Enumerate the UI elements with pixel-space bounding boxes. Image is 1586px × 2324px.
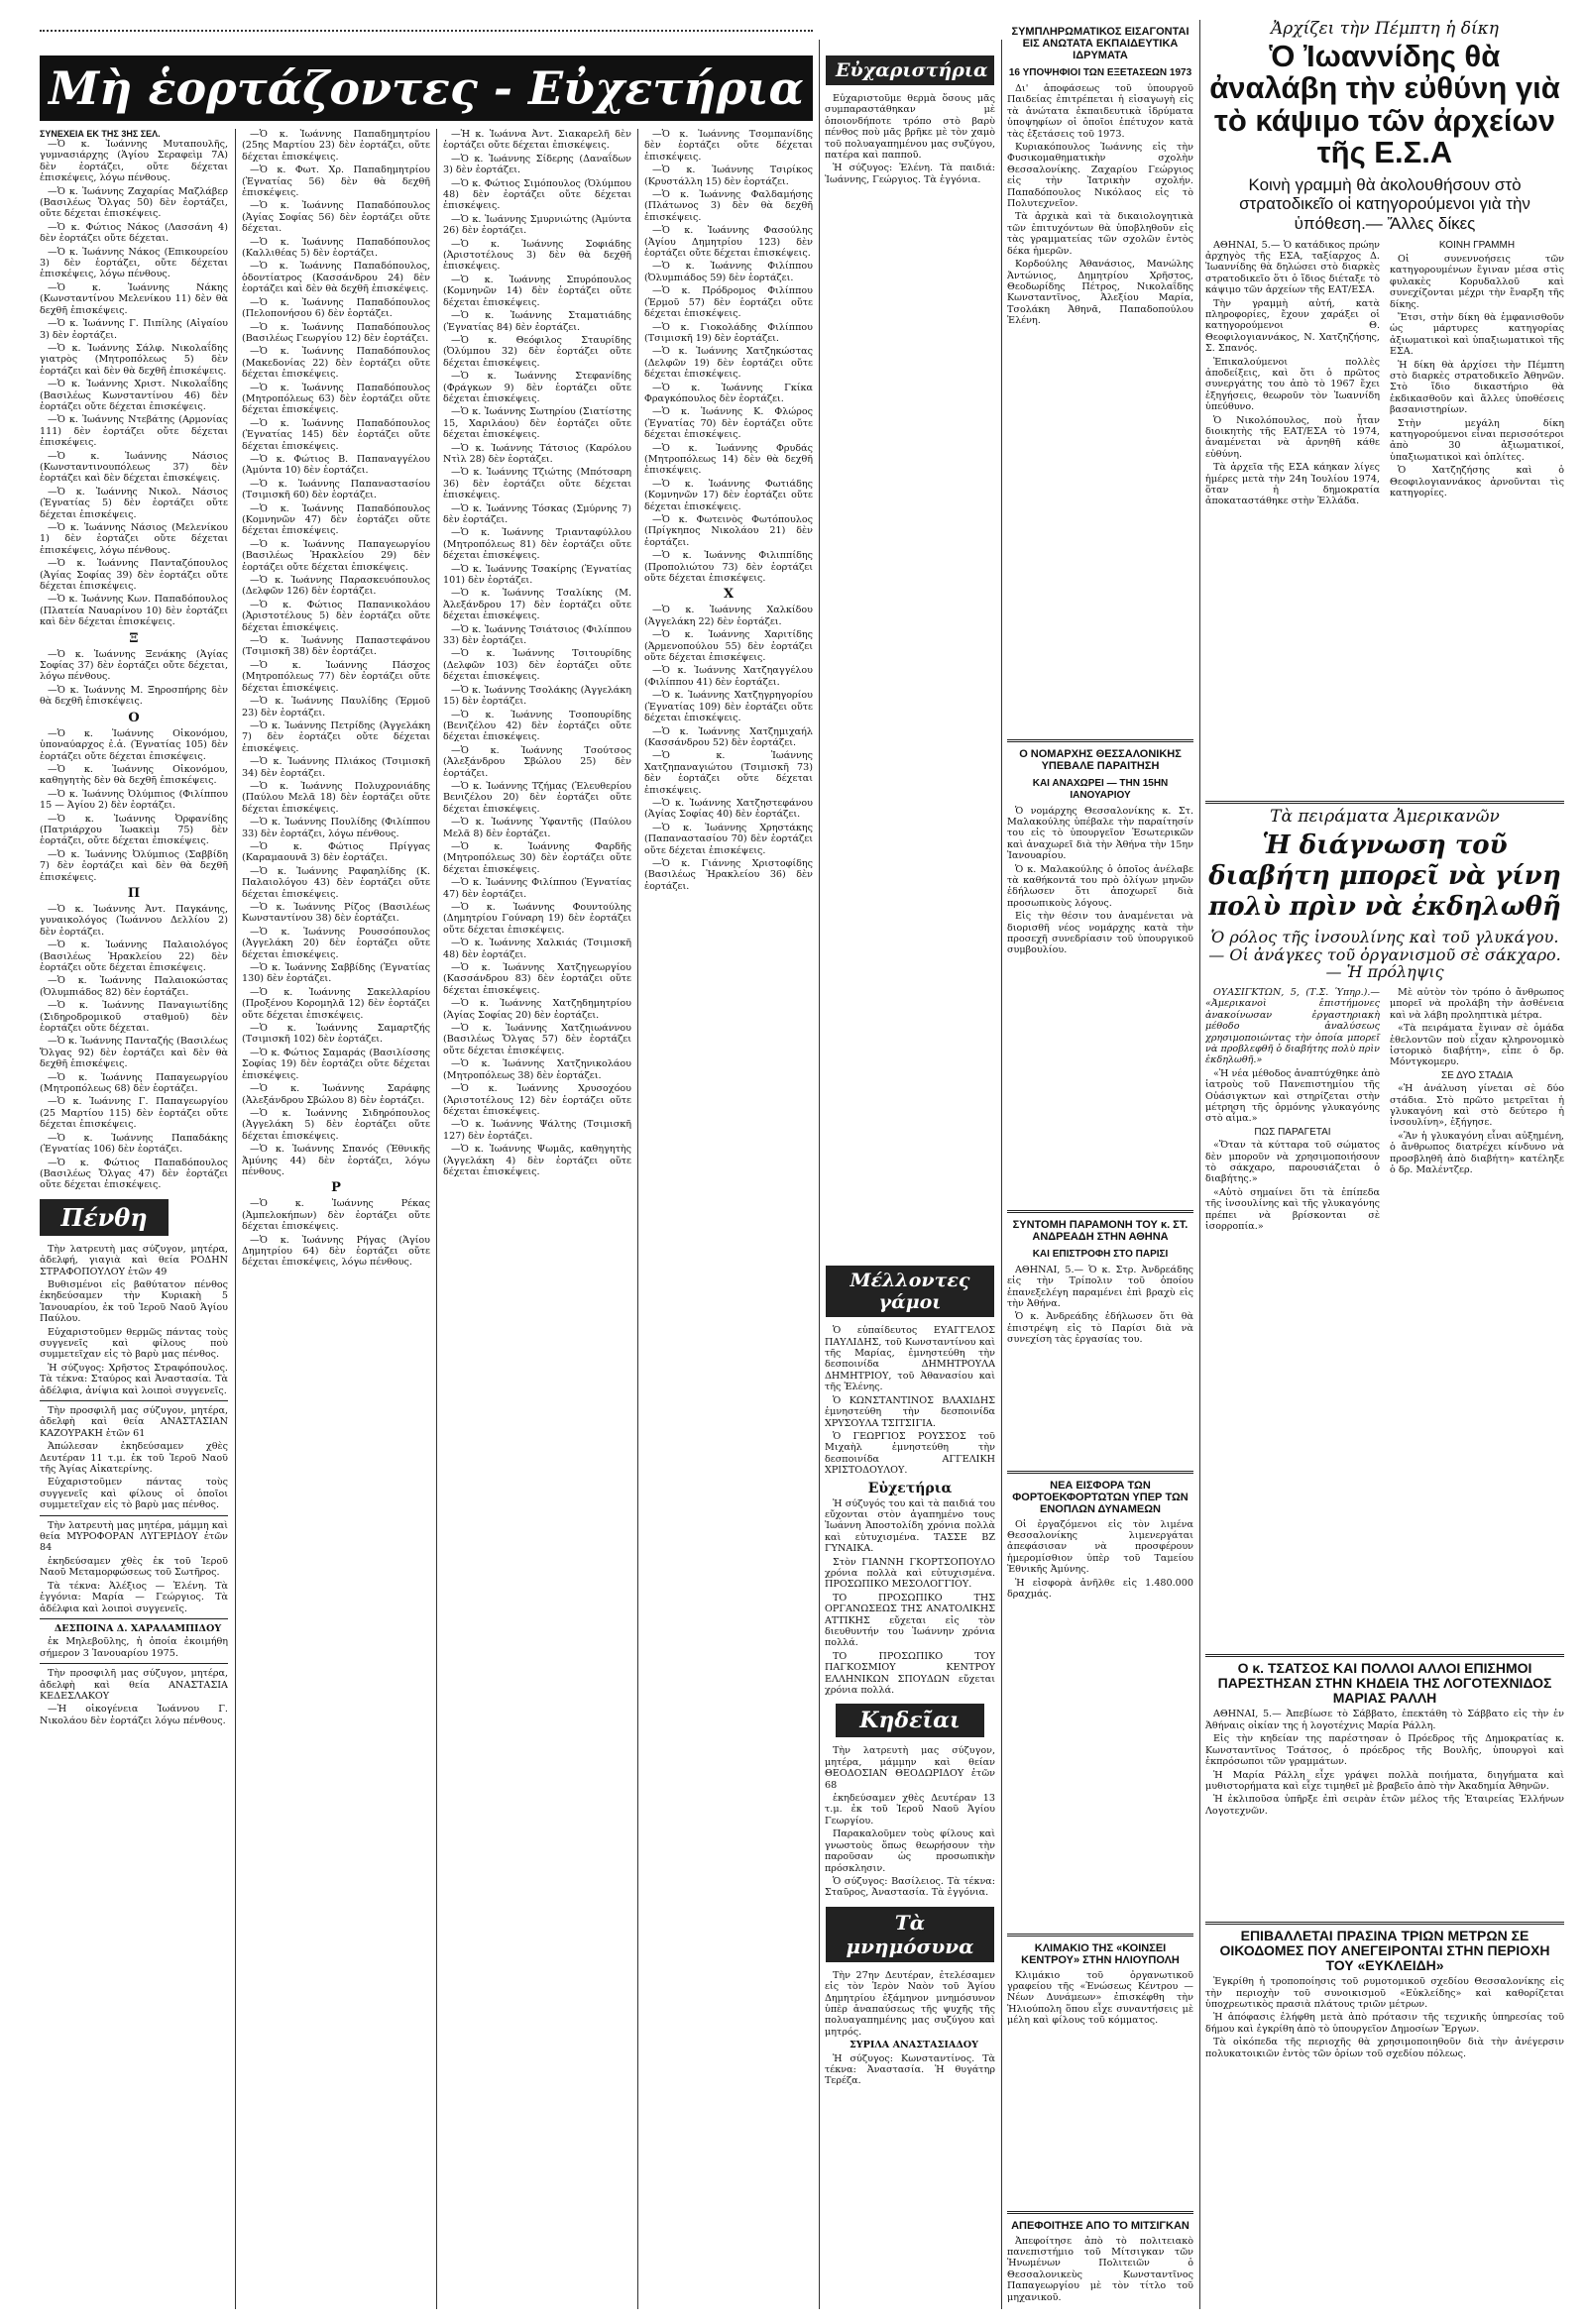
col1d-p4: —Ὁ κ. Ἰωάννης Πανταζής (Βασιλέως Ὄλγας 92) δὲν ἑορτάζει καὶ δὲν θὰ δεχθῆ ἐπισκέψεις. <box>40 1036 228 1070</box>
col3-p31: —Ὁ κ. Ἰωάννης Χρυσοχόου (Ἀριστοτέλους 12) δὲν ἑορτάζει οὔτε δέχεται ἐπισκέψεις. <box>443 1083 631 1117</box>
euch-p1: Ἡ σύζυγος: Ἑλένη. Τὰ παιδιά: Ἰωάννης, Γεώργιος. Τὰ ἐγγόνια. <box>825 163 995 185</box>
col3-p33: —Ὁ κ. Ἰωάννης Ψωμᾶς, καθηγητὴς (Ἀγγελάκη 4) δὲν ἑορτάζει οὔτε δέχεται ἐπισκέψεις. <box>443 1144 631 1177</box>
mnem-p1: ΣΥΡΙΛΑ ΑΝΑΣΤΑΣΙΑΔΟΥ <box>850 2040 978 2051</box>
db-l-p2: ΠΩΣ ΠΑΡΑΓΕΤΑΙ <box>1254 1126 1331 1138</box>
col3-p3: —Ὁ κ. Ἰωάννης Σμυρνιώτης (Ἀμύντα 26) δὲν ἑορτάζει. <box>443 213 631 237</box>
col2-p27: —Ὁ κ. Ἰωάννης Σαββίδης (Ἐγνατίας 130) δὲν ἑορτάζει. <box>242 962 430 985</box>
eucheteria-header: Εὐχαριστήρια <box>826 55 994 85</box>
col3-p24: —Ὁ κ. Ἰωάννης Φιλίππου (Ἐγνατίας 47) δὲν ἑορτάζει. <box>443 877 631 900</box>
col1c-p1: —Ὁ κ. Ἰωάννης Οἰκονόμου, καθηγητὴς δὲν θὰ δεχθῆ ἐπισκέψεις. <box>40 763 228 787</box>
head2-sub: ΚΑΙ ΑΝΑΧΩΡΕΙ — ΤΗΝ 15ΗΝ ΙΑΝΟΥΑΡΙΟΥ <box>1032 777 1169 801</box>
ra-p0: ΑΘΗΝΑΙ, 5.— Ἀπεβίωσε τὸ Σάββατο, ἐπεκτάθη τὸ Σάββατο εἰς τὴν ἐν Ἀθήναις οἰκίαν της ἡ λογοτέχνις Μαρία Ράλλη. <box>1205 1709 1564 1731</box>
col6-text4 <box>1007 1519 1193 1601</box>
c6t4-p0: Οἱ ἐργαζόμενοι εἰς τὸν λιμένα Θεσσαλονίκης λιμενεργάται ἀπεφάσισαν νὰ προσφέρουν ἡμερομίσθιον ὑπὲρ τοῦ Ταμείου Ἐθνικῆς Ἀμύνης. <box>1007 1518 1193 1576</box>
head5: ΚΛΙΜΑΚΙΟ ΤΗΣ «ΚΟΙΝΣΕΙ ΚΕΝΤΡΟΥ» ΣΤΗΝ ΗΛΙΟΥΠΟΛΗ <box>1021 1941 1180 1966</box>
head3-sub: ΚΑΙ ΕΠΙΣΤΡΟΦΗ ΣΤΟ ΠΑΡΙΣΙ <box>1032 1248 1169 1260</box>
col4b-p0: —Ὁ κ. Ἰωάννης Χαλκίδου (Ἀγγελάκη 22) δὲν ἑορτάζει. <box>644 605 813 627</box>
col3-p21: —Ὁ κ. Ἰωάννης Τζήμας (Ἐλευθερίου Βενιζέλου 20) δὲν ἑορτάζει οὔτε δέχεται ἐπισκέψεις. <box>443 780 631 815</box>
col1-p5: —Ὁ κ. Ἰωάννης Γ. Πιπίλης (Αἰγαίου 3) δὲν ἑορτάζει. <box>40 318 228 341</box>
kicker-diabetes: Τὰ πειράματα Ἀμερικανῶν <box>1270 806 1500 827</box>
col3-p2: —Ὁ κ. Φώτιος Σιμόπουλος (Ὀλύμπου 48) δὲν ἑορτάζει οὔτε δέχεται ἐπισκέψεις. <box>443 177 631 212</box>
headline-ioannidis: Ὁ Ἰωαννίδης θὰ ἀναλάβη τὴν εὐθύνη γιὰ τὸ κάψιμο τῶν ἀρχείων τῆς Ε.Σ.Α <box>1209 38 1560 170</box>
col1-text <box>40 139 228 628</box>
col3-p32: —Ὁ κ. Ἰωάννης Ψάλτης (Τσιμισκῆ 127) δὲν ἑορτάζει. <box>443 1119 631 1142</box>
letter-o: Ο <box>128 710 140 725</box>
vrule-4 <box>819 40 820 2309</box>
mell-p2: Ὁ ΓΕΩΡΓΙΟΣ ΡΟΥΣΣΟΣ τοῦ Μιχαὴλ ἐμνηστεύθη τὴν δεσποινίδα ΑΓΓΕΛΙΚΗ ΧΡΙΣΤΟΔΟΥΛΟΥ. <box>825 1430 995 1477</box>
db-l-p3: «Ὅταν τὰ κύτταρα τοῦ σώματος δὲν μποροῦν νὰ χρησιμοποιήσουν τὸ σάκχαρο, παρουσιάζεται ὁ διαβήτης.» <box>1205 1140 1380 1185</box>
penthi-p2: Εὐχαριστοῦμεν θερμῶς πάντας τοὺς συγγενεῖς καὶ φίλους ποὺ συμμετεῖχαν εἰς τὸ βαρὺ μας πένθος. <box>40 1326 228 1361</box>
col2-p14: —Ὁ κ. Ἰωάννης Παρασκευόπουλος (Δελφῶν 126) δὲν ἑορτάζει. <box>242 575 430 598</box>
col3-p6: —Ὁ κ. Ἰωάννης Σταματιάδης (Ἐγνατίας 84) δὲν ἑορτάζει. <box>443 310 631 333</box>
diabetes-left-text <box>1205 987 1380 1235</box>
col1d-p7: —Ὁ κ. Ἰωάννης Παπαδάκης (Ἐγνατίας 106) δὲν ἑορτάζει. <box>40 1132 228 1156</box>
eucheteria2-header: Εὐχετήρια <box>867 1480 953 1496</box>
col3-p20: —Ὁ κ. Ἰωάννης Τσούτσος (Ἀλεξάνδρου Σβώλου 25) δὲν ἑορτάζει. <box>443 744 631 779</box>
penthi-p9: Τὰ τέκνα: Ἀλέξιος — Ἑλένη. Τὰ ἐγγόνια: Μαρία — Γεώργιος. Τὰ ἀδέλφια καὶ λοιποὶ συγγενεῖς. <box>40 1580 228 1614</box>
headline-euklides: ΕΠΙΒΑΛΛΕΤΑΙ ΠΡΑΣΙΝΑ ΤΡΙΩΝ ΜΕΤΡΩΝ ΣΕ ΟΙΚΟΔΟΜΕΣ ΠΟΥ ΑΝΕΓΕΙΡΟΝΤΑΙ ΣΤΗΝ ΠΕΡΙΟΧΗ ΤΟΥ «ΕΥΚΛΕΙΔΗ» <box>1219 1928 1550 1973</box>
col2-p8: —Ὁ κ. Ἰωάννης Παπαδόπουλος (Μητροπόλεως 63) δὲν ἑορτάζει οὔτε δέχεται ἐπισκέψεις. <box>242 382 430 416</box>
col1-text-c <box>40 728 228 883</box>
head1: ΣΥΜΠΛΗΡΩΜΑΤΙΚΟΣ ΕΙΣΑΓΟΝΤΑΙ ΕΙΣ ΑΝΩΤΑΤΑ ΕΚΠΑΙΔΕΥΤΙΚΑ ΙΔΡΥΜΑΤΑ <box>1011 26 1190 61</box>
col6-text5 <box>1007 1970 1193 2027</box>
col2-p23: —Ὁ κ. Φώτιος Πρίγγας (Καραμαουνᾶ 3) δὲν ἑορτάζει. <box>242 840 430 864</box>
col6-text6 <box>1007 2236 1193 2303</box>
penthi-p3: Ἡ σύζυγος: Χρῆστος Στραφόπουλος. Τὰ τέκνα: Σταύρος καὶ Ἀναστασία. Τὰ ἀδέλφια, ἀνίψια καὶ λοιποὶ συγγενεῖς. <box>40 1362 228 1396</box>
col1-p9: —Ὁ κ. Ἰωάννης Νάσιος (Κωνσταντινουπόλεως 37) δὲν ἑορτάζει καὶ δὲν δέχεται ἐπισκέψεις. <box>40 450 228 485</box>
kid-p2: Παρακαλοῦμεν τοὺς φίλους καὶ γνωστοὺς ὅπως θεωρήσουν τὴν παροῦσαν ὡς προσωπικὴν πρόσκλησιν. <box>825 1828 995 1874</box>
col3-p26: —Ὁ κ. Ἰωάννης Χαλκιάς (Τσιμισκῆ 48) δὲν ἑορτάζει. <box>443 938 631 960</box>
col1-p11: —Ὁ κ. Ἰωάννης Νάσιος (Μελενίκου 1) δὲν ἑορτάζει οὔτε δέχεται ἐπισκέψεις, λόγω πένθους. <box>40 522 228 556</box>
continuation-label: ΣΥΝΕΧΕΙΑ ΕΚ ΤΗΣ 3ΗΣ ΣΕΛ. <box>40 129 161 139</box>
kid-p0: Τὴν λατρευτὴ μας σύζυγον, μητέρα, μάμμην καὶ θείαν ΘΕΟΔΟΣΙΑΝ ΘΕΟΔΩΡΙΔΟΥ ἐτῶν 68 <box>825 1745 995 1791</box>
kideies-text <box>825 1745 995 1898</box>
col1-p10: —Ὁ κ. Ἰωάννης Νικολ. Νάσιος (Ἐγνατίας 5) δὲν ἑορτάζει οὔτε δέχεται ἐπισκέψεις. <box>40 486 228 520</box>
col2-p7: —Ὁ κ. Ἰωάννης Παπαδόπουλος (Μακεδονίας 22) δὲν ἑορτάζει οὔτε δέχεται ἐπισκέψεις. <box>242 346 430 381</box>
col2-p0: —Ὁ κ. Ἰωάννης Παπαδημητρίου (25ης Μαρτίου 23) δὲν ἑορτάζει, οὔτε δέχεται ἐπισκέψεις. <box>242 129 430 163</box>
col2-p31: —Ὁ κ. Ἰωάννης Σαράφης (Ἀλεξάνδρου Σβώλου 8) δὲν ἑορτάζει. <box>242 1083 430 1106</box>
col6-text3 <box>1007 1265 1193 1346</box>
eu-p1: Ἡ ἀπόφασις ἐλήφθη μετὰ ἀπὸ πρότασιν τῆς τεχνικῆς ὑπηρεσίας τοῦ δήμου καὶ ἐγκρίθη ἀπὸ τὸ ὑπουργεῖον Δημοσίων Ἔργων. <box>1205 2012 1564 2035</box>
col3-p28: —Ὁ κ. Ἰωάννης Χατζηδημητρίου (Ἁγίας Σοφίας 20) δὲν ἑορτάζει. <box>443 998 631 1021</box>
col2-p6: —Ὁ κ. Ἰωάννης Παπαδόπουλος (Βασιλέως Γεωργίου 12) δὲν ἑορτάζει. <box>242 321 430 344</box>
c6t5-p0: Κλιμάκιο τοῦ ὀργανωτικοῦ γραφείου τῆς «Ἑνώσεως Κέντρου — Νέων Δυνάμεων» ἐπισκέφθη τὴν Ἡλιούπολη ὅπου εἶχε συναντήσεις μὲ μέλη καὶ φίλους τοῦ κόμματος. <box>1007 1969 1193 2027</box>
col2-p12: —Ὁ κ. Ἰωάννης Παπαδόπουλος (Κομνηνῶν 47) δὲν ἑορτάζει οὔτε δέχεται ἐπισκέψεις. <box>242 502 430 537</box>
deck-ioannidis: Κοινὴ γραμμὴ θὰ ἀκολουθήσουν στὸ στρατοδικεῖο οἱ κατηγορούμενοι γιὰ τὴν ὑπόθεση.— Ἄλλες δίκες <box>1239 174 1530 233</box>
penthi-p13: —Ἡ οἰκογένεια Ἰωάννου Γ. Νικολάου δὲν ἑορτάζει λόγω πένθους. <box>40 1704 228 1726</box>
ioannidis-right-text <box>1390 240 1564 509</box>
col3-p1: —Ὁ κ. Ἰωάννης Σίδερης (Δαναΐδων 3) δὲν ἑορτάζει. <box>443 153 631 176</box>
col1c-p2: —Ὁ κ. Ἰωάννης Ὀλύμπιος (Φιλίππου 15 — Ἀγίου 2) δὲν ἑορτάζει. <box>40 788 228 812</box>
col1d-p6: —Ὁ κ. Ἰωάννης Γ. Παπαγεωργίου (25 Μαρτίου 115) δὲν ἑορτάζει οὔτε δέχεται ἐπισκέψεις. <box>40 1096 228 1131</box>
eu-p2: Τὰ οἰκόπεδα τῆς περιοχῆς θὰ χρησιμοποιηθοῦν διὰ τὴν ἀνέγερσιν πολυκατοικιῶν ἐντὸς τῶν ὁρίων τοῦ σχεδίου πόλεως. <box>1205 2037 1564 2059</box>
col1-p4: —Ὁ κ. Ἰωάννης Νάκης (Κωνσταντίνου Μελενίκου 11) δὲν θὰ δεχθῆ ἐπισκέψεις. <box>40 281 228 316</box>
col4b-p1: —Ὁ κ. Ἰωάννης Χαριτίδης (Ἀρμενοπούλου 55) δὲν ἑορτάζει οὔτε δέχεται ἐπισκέψεις. <box>644 629 813 664</box>
penthi-p5: Ἀπώλεσαν ἐκηδεύσαμεν χθὲς Δευτέραν 11 τ.μ. ἐκ τοῦ Ἱεροῦ Ναοῦ τῆς Ἁγίας Αἰκατερίνης. <box>40 1441 228 1476</box>
kid-p1: ἐκηδεύσαμεν χθὲς Δευτέραν 13 τ.μ. ἐκ τοῦ Ἱεροῦ Ναοῦ Ἁγίου Γεωργίου. <box>825 1793 995 1826</box>
db-r-p4: «Ἂν ἡ γλυκαγόνη εἶναι αὐξημένη, ὁ ἄνθρωπος διατρέχει κίνδυνο νὰ προσβληθῆ ἀπὸ διαβήτη» κατέληξε ὁ δρ. Μαλέντζερ. <box>1390 1130 1564 1175</box>
c6t1-p1: Κυριακόπουλος Ἰωάννης εἰς τὴν Φυσικομαθηματικὴν σχολὴν Θεσσαλονίκης. Ζαχαρίου Γεώργιος εἰς τὴν Ἰατρικὴν σχολήν. Παπαδόπουλος Νικόλαος εἰς τὸ Πολυτεχνεῖον. <box>1007 142 1193 210</box>
vrule-1 <box>235 129 236 2309</box>
col3-p10: —Ὁ κ. Ἰωάννης Τάτσιος (Καρόλου Ντὶλ 28) δὲν ἑορτάζει. <box>443 442 631 465</box>
col4b-p5: —Ὁ κ. Ἰωάννης Χατζηπαναγιώτου (Τσιμισκῆ 73) δὲν ἑορτάζει οὔτε δέχεται ἐπισκέψεις. <box>644 750 813 796</box>
vrule-5 <box>1001 40 1002 2309</box>
c6t3-p1: Ὁ κ. Ἀνδρεάδης ἐδήλωσεν ὅτι θὰ ἐπιστρέψη εἰς τὸ Παρίσι διὰ νὰ συνεχίση τὰς ἐργασίας του. <box>1007 1311 1193 1346</box>
top-dotted-rule <box>40 30 813 32</box>
col1-p2: —Ὁ κ. Φώτιος Νάκος (Λασσάνη 4) δὲν ἑορτάζει οὔτε δέχεται. <box>40 221 228 245</box>
headline-diabetes: Ἡ διάγνωση τοῦ διαβήτη μπορεῖ νὰ γίνη πολὺ πρὶν νὰ ἐκδηλωθῆ <box>1208 830 1561 922</box>
c6t1-p0: Δι' ἀποφάσεως τοῦ ὑπουργοῦ Παιδείας ἐπιτρέπεται ἡ εἰσαγωγὴ εἰς τὰ ἀνώτατα ἐκπαιδευτικὰ ἱδρύματα ὑποψηφίων οἱ ὁποῖοι ἐπέτυχον κατὰ τὰς ἐξετάσεις τοῦ 1973. <box>1007 83 1193 140</box>
col1d-p1: —Ὁ κ. Ἰωάννης Παλαιολόγος (Βασιλέως Ἡρακλείου 22) δὲν ἑορτάζει οὔτε δέχεται ἐπισκέψεις. <box>40 940 228 973</box>
db-r-p3: «Ἡ ἀνάλυση γίνεται σὲ δύο στάδια. Στὸ πρῶτο μετρεῖται ἡ γλυκαγόνη καὶ στὸ δεύτερο ἡ ἰνσουλίνη», ἐξήγησε. <box>1390 1083 1564 1129</box>
mnem-p0: Τὴν 27ην Δευτέραν, ἐτελέσαμεν εἰς τὸν Ἱερὸν Ναὸν τοῦ Ἁγίου Δημητρίου ἑξάμηνον μνημόσυνον ὑπὲρ ἀναπαύσεως τῆς ψυχῆς τῆς πολυαγαπημένης μας συζύγου καὶ μητρός. <box>825 1969 995 2038</box>
head2: Ο ΝΟΜΑΡΧΗΣ ΘΕΣΣΑΛΟΝΙΚΗΣ ΥΠΕΒΑΛΕ ΠΑΡΑΙΤΗΣΗ <box>1019 747 1182 772</box>
col1-p0: —Ὁ κ. Ἰωάννης Μυταπουλῆς, γυμνασιάρχης (Ἁγίου Σεραφεὶμ 7Α) δὲν ἑορτάζει, οὔτε δέχεται ἐπισκέψεις, λόγω πένθους. <box>40 139 228 184</box>
col4-p11: —Ὁ κ. Ἰωάννης Φωτιάδης (Κομνηνῶν 17) δὲν ἑορτάζει οὔτε δέχεται ἐπισκέψεις. <box>644 478 813 512</box>
headline-rallis: Ο κ. ΤΣΑΤΣΟΣ ΚΑΙ ΠΟΛΛΟΙ ΑΛΛΟΙ ΕΠΙΣΗΜΟΙ ΠΑΡΕΣΤΗΣΑΝ ΣΤΗΝ ΚΗΔΕΙΑ ΤΗΣ ΛΟΓΟΤΕΧΝΙΔΟΣ ΜΑΡΙΑΣ ΡΑΛΛΗ <box>1217 1660 1552 1706</box>
col4-p7: —Ὁ κ. Ἰωάννης Χατζηκώστας (Δελφῶν 19) δὲν ἑορτάζει οὔτε δέχεται ἐπισκέψεις. <box>644 346 813 381</box>
db-l-p1: «Ἡ νέα μέθοδος ἀναπτύχθηκε ἀπὸ ἰατροὺς τοῦ Πανεπιστημίου τῆς Οὐάσιγκτων καὶ στηρίζεται στὴν μέτρηση τῆς ὁρμόνης γλυκαγόνης στὸ αἷμα.» <box>1205 1067 1380 1125</box>
col4-p9: —Ὁ κ. Ἰωάννης Κ. Φλώρος (Ἐγνατίας 70) δὲν ἑορτάζει οὔτε δέχεται ἐπισκέψεις. <box>644 406 813 441</box>
col3-text <box>443 129 631 1177</box>
col1-p6: —Ὁ κ. Ἰωάννης Σάλφ. Νικολαΐδης γιατρὸς (Μητροπόλεως 5) δὲν ἑορτάζει καὶ δὲν θὰ δεχθῆ ἐπισκέψεις. <box>40 342 228 377</box>
head4: ΝΕΑ ΕΙΣΦΟΡΑ ΤΩΝ ΦΟΡΤΟΕΚΦΟΡΤΩΤΩΝ ΥΠΕΡ ΤΩΝ ΕΝΟΠΛΩΝ ΔΥΝΑΜΕΩΝ <box>1012 1479 1189 1515</box>
col4-p13: —Ὁ κ. Ἰωάννης Φιλιππίδης (Προπολιώτου 73) δὲν ἑορτάζει οὔτε δέχεται ἐπισκέψεις. <box>644 550 813 585</box>
column-5 <box>825 55 995 2305</box>
euch2-p2: ΤΟ ΠΡΟΣΩΠΙΚΟ ΤΗΣ ΟΡΓΑΝΩΣΕΩΣ ΤΗΣ ΑΝΑΤΟΛΙΚΗΣ ΑΤΤΙΚΗΣ εὔχεται εἰς τὸν διευθυντήν του Ἰωάννην χρόνια πολλά. <box>825 1592 995 1649</box>
col4b-p3: —Ὁ κ. Ἰωάννης Χατζηγρηγορίου (Ἐγνατίας 109) δὲν ἑορτάζει οὔτε δέχεται ἐπισκέψεις. <box>644 690 813 724</box>
col2-p11: —Ὁ κ. Ἰωάννης Παπαναστασίου (Τσιμισκῆ 60) δὲν ἑορτάζει. <box>242 478 430 501</box>
left-banner <box>40 55 813 121</box>
col4b-p7: —Ὁ κ. Ἰωάννης Χρηστάκης (Παπαναστασίου 70) δὲν ἑορτάζει οὔτε δέχεται ἐπισκέψεις. <box>644 822 813 856</box>
col2-p25: —Ὁ κ. Ἰωάννης Ρίζος (Βασιλέως Κωνσταντίνου 38) δὲν ἑορτάζει. <box>242 902 430 925</box>
col3-p5: —Ὁ κ. Ἰωάννης Σπυρόπουλος (Κομνηνῶν 14) δὲν ἑορτάζει οὔτε δέχεται ἐπισκέψεις. <box>443 274 631 308</box>
c6t2-p1: Ὁ κ. Μαλακούλης ὁ ὁποῖος ἀνέλαβε τὰ καθήκοντά του πρὸ ὀλίγων μηνῶν ἐδήλωσεν ὅτι ἀποχωρεῖ διὰ προσωπικοὺς λόγους. <box>1007 863 1193 909</box>
mnem-p2: Ἡ σύζυγος: Κωνσταντίνος. Τὰ τέκνα: Ἀναστασία. Ἡ θυγάτηρ Τερέζα. <box>825 2052 995 2087</box>
col2-p10: —Ὁ κ. Φώτιος Β. Παπαναγγέλου (Ἀμύντα 10) δὲν ἑορτάζει. <box>242 453 430 477</box>
col4-p1: —Ὁ κ. Ἰωάννης Τσιρίκος (Κρυστάλλη 15) δὲν ἑορτάζει. <box>644 165 813 187</box>
c6t2-p0: Ὁ νομάρχης Θεσσαλονίκης κ. Στ. Μαλακούλης ὑπέβαλε τὴν παραίτησίν του εἰς τὸ ὑπουργεῖον Ἐσωτερικῶν καὶ ἀναχωρεῖ διὰ τὴν Ἀθήνα τὴν 15ην Ἰανουαρίου. <box>1007 805 1193 862</box>
c6t2-p2: Εἰς τὴν θέσιν του ἀναμένεται νὰ διορισθῆ νέος νομάρχης κατὰ τὴν προσεχῆ συνεδρίασιν τοῦ ὑπουργικοῦ συμβουλίου. <box>1007 911 1193 956</box>
eucheteria-text <box>825 93 995 185</box>
penthi-p7: Τὴν λατρευτὴ μας μητέρα, μάμμη καὶ θεία ΜΥΡΟΦΟΡΑΝ ΛΥΓΕΡΙΔΟΥ ἐτῶν 84 <box>40 1519 228 1554</box>
diabetes-right-text <box>1390 987 1564 1235</box>
mell-p0: Ὁ εὐπαίδευτος ΕΥΑΓΓΕΛΟΣ ΠΑΥΛΙΔΗΣ, τοῦ Κωνσταντίνου καὶ τῆς Μαρίας, ἐμνηστεύθη τὴν δεσποινίδα ΔΗΜΗΤΡΟΥΛΑ ΔΗΜΗΤΡΙΟΥ, τοῦ Ἀθανασίου καὶ τῆς Ἑλένης. <box>825 1325 995 1393</box>
head3: ΣΥΝΤΟΜΗ ΠΑΡΑΜΟΝΗ ΤΟΥ κ. ΣΤ. ΑΝΔΡΕΑΔΗ ΣΤΗΝ ΑΘΗΝΑ <box>1012 1218 1189 1243</box>
col1c-p3: —Ὁ κ. Ἰωάννης Ὀρφανίδης (Πατριάρχου Ἰωακεὶμ 75) δὲν ἑορτάζει, οὔτε δέχεται ἐπισκέψεις. <box>40 813 228 847</box>
col2-p3: —Ὁ κ. Ἰωάννης Παπαδόπουλος (Καλλιθέας 5) δὲν ἑορτάζει. <box>242 236 430 260</box>
letter-xi: Ξ <box>129 630 139 646</box>
db-r-p0: Μὲ αὐτὸν τὸν τρόπο ὁ ἄνθρωπος μπορεῖ νὰ προλάβη τὴν ἀσθένεια καὶ νὰ λάβη προληπτικὰ μέτρα. <box>1390 986 1564 1021</box>
io-r-p4: Ὁ Χατζηζήσης καὶ ὁ Θεοφιλογιαννάκος ἀρνοῦνται τὶς κατηγορίες. <box>1390 465 1564 499</box>
c6t4-p1: Ἡ εἰσφορὰ ἀνῆλθε εἰς 1.480.000 δραχμάς. <box>1007 1577 1193 1601</box>
col4-p12: —Ὁ κ. Φωτεινὸς Φωτόπουλος (Πρίγκηπος Νικολάου 21) δὲν ἑορτάζει. <box>644 514 813 548</box>
ra-p1: Εἰς τὴν κηδείαν της παρέστησαν ὁ Πρόεδρος τῆς Δημοκρατίας κ. Κωνσταντῖνος Τσάτσος, ὁ πρόεδρος τῆς Βουλῆς, ὑπουργοὶ καὶ ἐκπρόσωποι τῶν γραμμάτων. <box>1205 1733 1564 1768</box>
col3-p27: —Ὁ κ. Ἰωάννης Χατζηγεωργίου (Κασσάνδρου 83) δὲν ἑορτάζει οὔτε δέχεται ἐπισκέψεις. <box>443 962 631 996</box>
col4-text-b <box>644 605 813 892</box>
col4b-p4: —Ὁ κ. Ἰωάννης Χατζημιχαήλ (Κασσάνδρου 52) δὲν ἑορτάζει. <box>644 725 813 748</box>
vrule-3 <box>637 129 638 2309</box>
db-l-p0: ΟΥΑΣΙΓΚΤΩΝ, 5, (Τ.Σ. Ὑπηρ.).— «Ἀμερικανοὶ ἐπιστήμονες ἀνακοίνωσαν ἐργαστηριακὴ μέθοδο ἀναλύσεως χρησιμοποιώντας τὴν ὁποία μπορεῖ νὰ προβλεφθῆ ὁ διαβήτης πολὺ πρὶν ἐκδηλωθῆ.» <box>1205 986 1380 1066</box>
io-r-p3: Στὴν μεγάλη δίκη κατηγορούμενοι εἶναι περισσότεροι ἀπὸ 30 ἀξιωματικοί, ὑπαξιωματικοὶ καὶ ὁπλίτες. <box>1390 417 1564 463</box>
col3-p23: —Ὁ κ. Ἰωάννης Φαρδῆς (Μητροπόλεως 30) δὲν ἑορτάζει οὔτε δέχεται ἐπισκέψεις. <box>443 840 631 875</box>
ra-p2: Ἡ Μαρία Ράλλη εἶχε γράψει πολλὰ ποιήματα, διηγήματα καὶ μυθιστορήματα καὶ εἶχε τιμηθεῖ μὲ βραβεῖο ἀπὸ τὴν Ἀκαδημία Ἀθηνῶν. <box>1205 1769 1564 1792</box>
letter-chi: Χ <box>723 587 735 603</box>
col3-p29: —Ὁ κ. Ἰωάννης Χατζηιωάννου (Βασιλέως Ὄλγας 57) δὲν ἑορτάζει οὔτε δέχεται ἐπισκέψεις. <box>443 1023 631 1056</box>
euch2-p0: Ἡ σύζυγός του καὶ τὰ παιδιά του εὔχονται στὸν ἀγαπημένο τους Ἰωάννη Ἀποστολίδη χρόνια πολλὰ καὶ εὐτυχισμένα. ΤΑΣΣΕ ΒΖ ΓΥΝΑΙΚΑ. <box>825 1497 995 1555</box>
col3-p4: —Ὁ κ. Ἰωάννης Σοφιάδης (Ἀριστοτέλους 3) δὲν θὰ δεχθῆ ἐπισκέψεις. <box>443 238 631 273</box>
col2-p1: —Ὁ κ. Φωτ. Χρ. Παπαδημητρίου (Ἐγνατίας 56) δὲν θὰ δεχθῆ ἐπισκέψεις. <box>242 165 430 199</box>
col2-p4: —Ὁ κ. Ἰωάννης Παπαδόπουλος, ὁδοντίατρος (Κασσάνδρου 24) δὲν ἑορτάζει καὶ δὲν θὰ δεχθῆ ἐπισκέψεις. <box>242 261 430 295</box>
left-banner-title: Μὴ ἑορτάζοντες - Εὐχετήρια <box>49 61 804 115</box>
col4-p10: —Ὁ κ. Ἰωάννης Φρυδάς (Μητροπόλεως 14) δὲν θὰ δεχθῆ ἐπισκέψεις. <box>644 442 813 477</box>
mellontes-header: Μέλλοντες γάμοι <box>826 1266 994 1317</box>
col2b-p0: —Ὁ κ. Ἰωάννης Ρέκας (Ἀμπελοκήπων) δὲν ἑορτάζει οὔτε δέχεται ἐπισκέψεις. <box>242 1198 430 1233</box>
col4-p6: —Ὁ κ. Γιοκολάδης Φιλίππου (Τσιμισκῆ 19) δὲν ἑορτάζει. <box>644 321 813 344</box>
col4b-p8: —Ὁ κ. Γιάννης Χριστοφίδης (Βασιλέως Ἡρακλείου 36) δὲν ἑορτάζει. <box>644 857 813 892</box>
penthi-p4: Τὴν προσφιλῆ μας σύζυγον, μητέρα, ἀδελφὴ καὶ θεία ΑΝΑΣΤΑΣΙΑΝ ΚΑΖΟΥΡΑΚΗ ἐτῶν 61 <box>40 1405 228 1439</box>
penthi-p11: ἐκ Μηλεβοῦλης, ἡ ὁποία ἐκοιμήθη σήμερον 3 Ἰανουαρίου 1975. <box>40 1636 228 1659</box>
col3-p17: —Ὁ κ. Ἰωάννης Τσιτουρίδης (Δελφῶν 103) δὲν ἑορτάζει οὔτε δέχεται ἐπισκέψεις. <box>443 648 631 683</box>
ioannidis-left-text <box>1205 240 1380 509</box>
deck-diabetes: Ὁ ρόλος τῆς ἰνσουλίνης καὶ τοῦ γλυκάγου.— Οἱ ἀνάγκες τοῦ ὀργανισμοῦ σὲ σάκχαρο.— Ἡ πρόληψις <box>1208 928 1561 982</box>
kid-p3: Ὁ σύζυγος: Βασίλειος. Τὰ τέκνα: Σταῦρος, Ἀναστασία. Τὰ ἐγγόνια. <box>825 1875 995 1899</box>
col4-p4: —Ὁ κ. Ἰωάννης Φιλίππου (Ὀλυμπιάδος 59) δὲν ἑορτάζει. <box>644 261 813 283</box>
penthi-p10: ΔΕΣΠΟΙΝΑ Δ. ΧΑΡΑΛΑΜΠΙΔΟΥ <box>54 1622 222 1634</box>
col3-p11: —Ὁ κ. Ἰωάννης Τζιώτης (Μπότσαρη 36) δὲν ἑορτάζει οὔτε δέχεται ἐπισκέψεις. <box>443 467 631 501</box>
col3-p22: —Ὁ κ. Ἰωάννης Ὑφαντῆς (Παύλου Μελᾶ 8) δὲν ἑορτάζει. <box>443 817 631 839</box>
col1d-p0: —Ὁ κ. Ἰωάννης Ἀντ. Παγκάνης, γυναικολόγος (Ἰωάννου Δελλίου 2) δὲν ἑορτάζει. <box>40 903 228 938</box>
head6: ΑΠΕΦΟΙΤΗΣΕ ΑΠΟ ΤΟ ΜΙΤΣΙΓΚΑΝ <box>1011 2219 1190 2232</box>
euch2-p3: ΤΟ ΠΡΟΣΩΠΙΚΟ ΤΟΥ ΠΑΓΚΟΣΜΙΟΥ ΚΕΝΤΡΟΥ ΕΛΛΗΝΙΚΩΝ ΣΠΟΥΔΩΝ εὔχεται χρόνια πολλά. <box>825 1650 995 1697</box>
eu-p0: Ἐγκρίθη ἡ τροποποίησις τοῦ ρυμοτομικοῦ σχεδίου Θεσσαλονίκης εἰς τὴν περιοχὴν τοῦ συνοικισμοῦ «Εὐκλείδης» καὶ καθορίζεται ὑποχρεωτικὸς πρασιὰ πλάτους τριῶν μέτρων. <box>1205 1976 1564 2011</box>
io-r-p2: Ἡ δίκη θὰ ἀρχίσει τὴν Πέμπτη στὸ διαρκὲς στρατοδικεῖο Ἀθηνῶν. Στὸ ἴδιο δικαστήριο θὰ ἐκδικασθοῦν καὶ ἄλλες ὑποθέσεις βασανιστηρίων. <box>1390 359 1564 416</box>
col2-p2: —Ὁ κ. Ἰωάννης Παπαδόπουλος (Ἁγίας Σοφίας 56) δὲν ἑορτάζει οὔτε δέχεται. <box>242 200 430 235</box>
col1d-p5: —Ὁ κ. Ἰωάννης Παπαγεωργίου (Μητροπόλεως 68) δὲν ἑορτάζει. <box>40 1071 228 1095</box>
column-7 <box>1205 20 1564 2309</box>
penthi-p6: Εὐχαριστοῦμεν πάντας τοὺς συγγενεῖς καὶ φίλους οἱ ὁποῖοι συμμετεῖχαν εἰς τὸ βαρὺ μας πένθος. <box>40 1477 228 1511</box>
mnemosyna-header: Τὰ μνημόσυνα <box>826 1907 994 1962</box>
col1d-p3: —Ὁ κ. Ἰωάννης Παναγιωτίδης (Σιδηροδρομικοῦ σταθμοῦ) δὲν ἑορτάζει οὔτε δέχεται. <box>40 1000 228 1035</box>
col1-p3: —Ὁ κ. Ἰωάννης Νάκος (Επικουρείου 3) δὲν ἑορτάζει, οὔτε δέχεται ἐπισκέψεις, λόγω πένθους. <box>40 246 228 280</box>
column-3 <box>443 129 631 2309</box>
col3-p12: —Ὁ κ. Ἰωάννης Τόσκας (Σμύρνης 7) δὲν ἑορτάζει. <box>443 502 631 525</box>
column-4 <box>644 129 813 2309</box>
col2b-p1: —Ὁ κ. Ἰωάννης Ρήγας (Ἁγίου Δημητρίου 64) δὲν ἑορτάζει οὔτε δέχεται ἐπισκέψεις, λόγω πένθους. <box>242 1234 430 1269</box>
col2-p18: —Ὁ κ. Ἰωάννης Παυλίδης (Ἑρμοῦ 23) δὲν ἑορτάζει. <box>242 696 430 719</box>
col2-p29: —Ὁ κ. Ἰωάννης Σαμαρτζής (Τσιμισκῆ 102) δὲν ἑορτάζει. <box>242 1023 430 1046</box>
col2-text-b <box>242 1198 430 1268</box>
penthi-p0: Τὴν λατρευτὴ μας σύζυγον, μητέρα, ἀδελφή, γιαγιὰ καὶ θεία ΡΟΔΗΝ ΣΤΡΑΦΟΠΟΥΛΟΥ ἐτῶν 49 <box>40 1243 228 1277</box>
col3-p14: —Ὁ κ. Ἰωάννης Τσακίρης (Ἐγνατίας 101) δὲν ἑορτάζει. <box>443 563 631 587</box>
penthi-p1: Βυθισμένοι εἰς βαθύτατον πένθος ἐκηδεύσαμεν τὴν Κυριακὴ 5 Ἰανουαρίου, ἐκ τοῦ Ἱεροῦ Ναοῦ Ἁγίου Παύλου. <box>40 1278 228 1325</box>
mell-p1: Ὁ ΚΩΝΣΤΑΝΤΙΝΟΣ ΒΛΑΧΙΔΗΣ ἐμνηστεύθη τὴν δεσποινίδα ΧΡΥΣΟΥΛΑ ΤΣΙΤΣΙΓΙΑ. <box>825 1394 995 1429</box>
db-r-p1: «Τὰ πειράματα ἔγιναν σὲ ὁμάδα ἐθελοντῶν ποὺ εἶχαν κληρονομικὸ ἱστορικὸ διαβήτη», εἶπε ὁ δρ. Μόντγκομερυ. <box>1390 1023 1564 1068</box>
mnemosyna-text <box>825 1970 995 2087</box>
col4b-p2: —Ὁ κ. Ἰωάννης Χατζηαγγέλου (Φιλίππου 41) δὲν ἑορτάζει. <box>644 665 813 688</box>
col4-p8: —Ὁ κ. Ἰωάννης Γκίκα Φραγκόπουλος δὲν ἑορτάζει. <box>644 382 813 404</box>
col6-text2 <box>1007 806 1193 956</box>
col4-p3: —Ὁ κ. Ἰωάννης Φασούλης (Ἀγίου Δημητρίου 123) δὲν ἑορτάζει οὔτε δέχεται ἐπισκέψεις. <box>644 225 813 260</box>
col3-p7: —Ὁ κ. Θεόφιλος Σταυρίδης (Ὀλύμπου 32) δὲν ἑορτάζει οὔτε δέχεται ἐπισκέψεις. <box>443 334 631 369</box>
penthi-header: Πένθη <box>40 1199 169 1236</box>
col1b-p1: —Ὁ κ. Ἰωάννης Μ. Ξηροσπήρης δὲν θὰ δεχθῆ ἐπισκέψεις. <box>40 684 228 708</box>
column-6 <box>1007 20 1193 2309</box>
col6-text1 <box>1007 83 1193 327</box>
col3-p18: —Ὁ κ. Ἰωάννης Τσολάκης (Ἀγγελάκη 15) δὲν ἑορτάζει. <box>443 684 631 708</box>
io-l-p1: Τὴν γραμμὴ αὐτή, κατὰ πληροφορίες, ἔχουν χαράξει οἱ κατηγορούμενοι Θ. Θεοφιλογιαννάκος, Ν. Χατζηζήσης, Σ. Σπανός. <box>1205 297 1380 355</box>
letter-pi: Π <box>127 885 141 901</box>
c6t1-p2: Τὰ ἀρχικὰ καὶ τὰ δικαιολογητικὰ τῶν ἐπιτυχόντων θὰ ὑποβληθοῦν εἰς τὰς γραμματείας τῶν σχολῶν ἐντὸς δέκα ἡμερῶν. <box>1007 211 1193 257</box>
col2-p13: —Ὁ κ. Ἰωάννης Παπαγεωργίου (Βασιλέως Ἡρακλείου 29) δὲν ἑορτάζει οὔτε δέχεται ἐπισκέψεις. <box>242 538 430 573</box>
c6t1-p3: Κορδούλης Ἀθανάσιος, Μανώλης Ἀντώνιος, Δημητρίου Χρῆστος, Θεοδωρίδης Πέτρος, Νικολαΐδης Κωνσταντῖνος, Ἀλεξίου Μαρία, Τσολάκη Ἀθηνᾶ, Παπαδοπούλου Ἑλένη. <box>1007 259 1193 327</box>
col4-p0: —Ὁ κ. Ἰωάννης Τσομπανίδης δὲν ἑορτάζει οὔτε δέχεται ἐπισκέψεις. <box>644 129 813 163</box>
io-r-p0: Οἱ συνεννοήσεις τῶν κατηγορουμένων ἔγιναν μέσα στὶς φυλακὲς Κορυδαλλοῦ καὶ συνεχίζονται μέχρι τὴν ἔναρξη τῆς δίκης. <box>1390 253 1564 310</box>
col2-p16: —Ὁ κ. Ἰωάννης Παπαστεφάνου (Τσιμισκῆ 38) δὲν ἑορτάζει. <box>242 635 430 658</box>
col1b-p0: —Ὁ κ. Ἰωάννης Ξενάκης (Ἁγίας Σοφίας 37) δὲν ἑορτάζει οὔτε δέχεται, λόγω πένθους. <box>40 648 228 683</box>
vrule-2 <box>436 129 437 2309</box>
ra-p3: Ἡ ἐκλιποῦσα ὑπῆρξε ἐπὶ σειρὰν ἐτῶν μέλος τῆς Ἑταιρείας Ἑλλήνων Λογοτεχνῶν. <box>1205 1794 1564 1817</box>
col1d-p2: —Ὁ κ. Ἰωάννης Παλαιοκώστας (Ὀλυμπιάδος 82) δὲν ἑορτάζει. <box>40 975 228 998</box>
col2-p26: —Ὁ κ. Ἰωάννης Ρουσσόπουλος (Ἀγγελάκη 20) δὲν ἑορτάζει οὔτε δέχεται ἐπισκέψεις. <box>242 926 430 960</box>
col1d-p8: —Ὁ κ. Φώτιος Παπαδόπουλος (Βασιλέως Ὄλγας 47) δὲν ἑορτάζει οὔτε δέχεται ἐπισκέψεις. <box>40 1157 228 1191</box>
db-l-p4: «Αὐτὸ σημαίνει ὅτι τὰ ἐπίπεδα τῆς ἰνσουλίνης καὶ τῆς γλυκαγόνης πρέπει νὰ βρίσκονται σὲ ἰσορροπία.» <box>1205 1186 1380 1233</box>
col1-p1: —Ὁ κ. Ἰωάννης Ζαχαρίας Μαζλάβερ (Βασιλέως Ὄλγας 50) δὲν ἑορτάζει, οὔτε δέχεται ἐπισκέψεις. <box>40 185 228 220</box>
col1-p12: —Ὁ κ. Ἰωάννης Πανταζόπουλος (Ἀγίας Σοφίας 39) δὲν ἑορτάζει οὔτε δέχεται ἐπισκέψεις. <box>40 558 228 593</box>
col2-p19: —Ὁ κ. Ἰωάννης Πετρίδης (Ἀγγελάκη 7) δὲν ἑορτάζει οὔτε δέχεται ἐπισκέψεις. <box>242 719 430 754</box>
col2-p24: —Ὁ κ. Ἰωάννης Ραφαηλίδης (Κ. Παλαιολόγου 43) δὲν ἑορτάζει οὔτε δέχεται ἐπισκέψεις. <box>242 865 430 900</box>
col2-p30: —Ὁ κ. Φώτιος Σαμαράς (Βασιλίσσης Σοφίας 19) δὲν ἑορτάζει οὔτε δέχεται ἐπισκέψεις. <box>242 1047 430 1081</box>
col2-p17: —Ὁ κ. Ἰωάννης Πάσχος (Μητροπόλεως 77) δὲν ἑορτάζει οὔτε δέχεται ἐπισκέψεις. <box>242 659 430 694</box>
col3-p9: —Ὁ κ. Ἰωάννης Σωτηρίου (Σιατίστης 15, Χαριλάου) δὲν ἑορτάζει οὔτε δέχεται ἐπισκέψεις. <box>443 406 631 441</box>
penthi-p8: ἐκηδεύσαμεν χθὲς ἐκ τοῦ Ἱεροῦ Ναοῦ Μεταμορφώσεως τοῦ Σωτῆρος. <box>40 1555 228 1579</box>
db-r-p2: ΣΕ ΔΥΟ ΣΤΑΔΙΑ <box>1440 1069 1514 1081</box>
head1-sub: 16 ΥΠΟΨΗΦΙΟΙ ΤΩΝ ΕΞΕΤΑΣΕΩΝ 1973 <box>1008 67 1192 78</box>
euch2-p1: Στὸν ΓΙΑΝΝΗ ΓΚΟΡΤΣΟΠΟΥΛΟ χρόνια πολλὰ καὶ εὐτυχισμένα. ΠΡΟΣΩΠΙΚΟ ΜΕΣΟΛΟΓΓΙΟΥ. <box>825 1556 995 1591</box>
col1c-p0: —Ὁ κ. Ἰωάννης Οἰκονόμου, ὑποναύαρχος ἐ.ἀ. (Ἐγνατίας 105) δὲν ἑορτάζει οὔτε δέχεται ἐπισκέψεις. <box>40 727 228 762</box>
io-l-p2: Ἐπικαλούμενοι πολλὲς ἀποδείξεις, καὶ ὅτι ὁ πρῶτος συνεργάτης του ἀπὸ τὸ 1967 ἔχει ἐξηγήσεις, θεωροῦν τὸν Ἰωαννίδη ὑπεύθυνο. <box>1205 356 1380 413</box>
col4-p2: —Ὁ κ. Ἰωάννης Φαλδαμήσης (Πλάτωνος 3) δὲν θὰ δεχθῆ ἐπισκέψεις. <box>644 189 813 223</box>
col3-p13: —Ὁ κ. Ἰωάννης Τριανταφύλλου (Μητροπόλεως 81) δὲν ἑορτάζει οὔτε δέχεται ἐπισκέψεις. <box>443 527 631 562</box>
col3-p25: —Ὁ κ. Ἰωάννης Φουντούλης (Δημητρίου Γούναρη 19) δὲν ἑορτάζει οὔτε δέχεται ἐπισκέψεις. <box>443 902 631 936</box>
io-l-p4: Τὰ ἀρχεῖα τῆς ΕΣΑ κάηκαν λίγες ἡμέρες μετὰ τὴν 24η Ἰουλίου 1974, ὅταν ἡ δημοκρατία ἀποκαταστάθηκε στὴν Ἑλλάδα. <box>1205 462 1380 507</box>
col2-p21: —Ὁ κ. Ἰωάννης Πολυχρονιάδης (Παύλου Μελᾶ 18) δὲν ἑορτάζει οὔτε δέχεται ἐπισκέψεις. <box>242 780 430 815</box>
col1-text-d <box>40 904 228 1191</box>
col3-p16: —Ὁ κ. Ἰωάννης Τσιάτσιος (Φιλίππου 33) δὲν ἑορτάζει. <box>443 623 631 647</box>
col4-p5: —Ὁ κ. Πρόδρομος Φιλίππου (Ἑρμοῦ 57) δὲν ἑορτάζει οὔτε δέχεται ἐπισκέψεις. <box>644 285 813 320</box>
col2-p20: —Ὁ κ. Ἰωάννης Πλιάκος (Τσιμισκῆ 34) δὲν ἑορτάζει. <box>242 756 430 779</box>
rallis-text <box>1205 1709 1564 1817</box>
col2-p33: —Ὁ κ. Ἰωάννης Σπανός (Ἐθνικῆς Ἀμύνης 44) δὲν ἑορτάζει, λόγω πένθους. <box>242 1144 430 1177</box>
col3-p19: —Ὁ κ. Ἰωάννης Τσοπουρίδης (Βενιζέλου 42) δὲν ἑορτάζει οὔτε δέχεται ἐπισκέψεις. <box>443 709 631 743</box>
col3-p0: —Ἡ κ. Ἰωάννα Ἀντ. Σιακαρελῆ δὲν ἑορτάζει οὔτε δέχεται ἐπισκέψεις. <box>443 129 631 152</box>
col4b-p6: —Ὁ κ. Ἰωάννης Χατζηστεφάνου (Ἀγίας Σοφίας 40) δὲν ἑορτάζει. <box>644 797 813 821</box>
penthi-text <box>40 1244 228 1726</box>
io-l-p0: ΑΘΗΝΑΙ, 5.— Ὁ κατάδικος πρώην ἀρχηγὸς τῆς ΕΣΑ, ταξίαρχος Δ. Ἰωαννίδης θὰ δηλώσει στὸ διαρκὲς στρατοδικεῖο ὅτι ὁ ἴδιος διέταξε τὸ κάψιμο τῶν ἀρχείων τῆς ΕΑΤ/ΕΣΑ. <box>1205 239 1380 296</box>
column-2 <box>242 129 430 2309</box>
column-1 <box>40 129 228 2309</box>
col1c-p4: —Ὁ κ. Ἰωάννης Ὀλύμπιος (Σαββίδη 7) δὲν ἑορτάζει καὶ δὲν θὰ δεχθῆ ἐπισκέψεις. <box>40 848 228 883</box>
penthi-p12: Τὴν προσφιλῆ μας σύζυγον, μητέρα, ἀδελφὴ καὶ θεία ΑΝΑΣΤΑΣΙΑ ΚΕΔΕΣΛΑΚΟΥ <box>40 1668 228 1702</box>
mellontes-text <box>825 1325 995 1476</box>
col1-p13: —Ὁ κ. Ἰωάννης Κων. Παπαδόπουλος (Πλατεία Ναυαρίνου 10) δὲν ἑορτάζει καὶ δὲν δέχεται ἐπισκέψεις. <box>40 594 228 628</box>
eucheteria2-text <box>825 1498 995 1697</box>
kideies-header: Κηδεῖαι <box>836 1704 984 1737</box>
col2-p9: —Ὁ κ. Ἰωάννης Παπαδόπουλος (Ἐγνατίας 145) δὲν ἑορτάζει οὔτε δέχεται ἐπισκέψεις. <box>242 417 430 452</box>
c6t3-p0: ΑΘΗΝΑΙ, 5.— Ὁ κ. Στρ. Ἀνδρεάδης εἰς τὴν Τρίπολιν τοῦ ὁποίου ἐπανεξελέγη παραμένει ἐπὶ βραχὺ εἰς τὴν Ἀθήνα. <box>1007 1264 1193 1310</box>
io-r-p1: Ἔτσι, στὴν δίκη θὰ ἐμφανισθοῦν ὡς μάρτυρες κατηγορίας ἀξιωματικοὶ καὶ ὑπαξιωματικοὶ τῆς ΕΣΑ. <box>1390 311 1564 358</box>
col2-p32: —Ὁ κ. Ἰωάννης Σιδηρόπουλος (Ἀγγελάκη 5) δὲν ἑορτάζει οὔτε δέχεται ἐπισκέψεις. <box>242 1107 430 1142</box>
col1-p7: —Ὁ κ. Ἰωάννης Χριστ. Νικολαΐδης (Βασιλέως Κωνσταντίνου 46) δὲν ἑορτάζει οὔτε δέχεται ἐπισκέψεις. <box>40 379 228 412</box>
euklides-text <box>1205 1976 1564 2059</box>
col4-text <box>644 129 813 584</box>
col3-p8: —Ὁ κ. Ἰωάννης Στεφανίδης (Φράγκων 9) δὲν ἑορτάζει οὔτε δέχεται ἐπισκέψεις. <box>443 371 631 404</box>
col2-text <box>242 129 430 1177</box>
c6t6-p0: Ἀπεφοίτησε ἀπὸ τὸ πολιτειακὸ πανεπιστήμιο τοῦ Μίτσιγκαν τῶν Ἡνωμένων Πολιτειῶν ὁ Θεσσαλονικεὺς Κωνσταντῖνος Παπαγεωργίου μὲ τὸν τίτλο τοῦ μηχανικοῦ. <box>1007 2235 1193 2303</box>
letter-rho: Ρ <box>331 1180 341 1196</box>
col1-p8: —Ὁ κ. Ἰωάννης Ντεβάτης (Αρμονίας 111) δὲν ἑορτάζει οὔτε δέχεται ἐπισκέψεις. <box>40 414 228 449</box>
col2-p22: —Ὁ κ. Ἰωάννης Πουλίδης (Φιλίππου 33) δὲν ἑορτάζει, λόγω πένθους. <box>242 817 430 839</box>
col1-text-b <box>40 649 228 708</box>
col2-p28: —Ὁ κ. Ἰωάννης Σακελλαρίου (Προξένου Κορομηλᾶ 12) δὲν ἑορτάζει οὔτε δέχεται ἐπισκέψεις. <box>242 986 430 1021</box>
col2-p5: —Ὁ κ. Ἰωάννης Παπαδόπουλος (Πελοπονήσου 6) δὲν ἑορτάζει. <box>242 296 430 320</box>
col3-p15: —Ὁ κ. Ἰωάννης Τσαλίκης (Μ. Ἀλεξάνδρου 17) δὲν ἑορτάζει οὔτε δέχεται ἐπισκέψεις. <box>443 588 631 622</box>
vrule-6 <box>1199 20 1200 2309</box>
col2-p15: —Ὁ κ. Φώτιος Παπανικολάου (Ἀριστοτέλους 5) δὲν ἑορτάζει οὔτε δέχεται ἐπισκέψεις. <box>242 599 430 633</box>
io-l-p3: Ὁ Νικολόπουλος, ποὺ ἦταν διοικητὴς τῆς ΕΑΤ/ΕΣΑ τὸ 1974, ἀναμένεται νὰ ἀρνηθῆ κάθε εὐθύνη. <box>1205 414 1380 460</box>
kicker-ioannidis: Ἀρχίζει τὴν Πέμπτη ἡ δίκη <box>1271 20 1499 39</box>
deck-label: ΚΟΙΝΗ ΓΡΑΜΜΗ <box>1438 239 1516 251</box>
euch-p0: Εὐχαριστοῦμε θερμὰ ὅσους μᾶς συμπαραστάθηκαν μὲ ὁποιονδήποτε τρόπο στὸ βαρὺ πένθος ποὺ μᾶς βρῆκε μὲ τὸν χαμὸ τοῦ πολυαγαπημένου μας συζύγου, πατέρα καὶ παπποῦ. <box>825 93 995 162</box>
col3-p30: —Ὁ κ. Ἰωάννης Χατζηνικολάου (Μητροπόλεως 38) δὲν ἑορτάζει. <box>443 1058 631 1081</box>
